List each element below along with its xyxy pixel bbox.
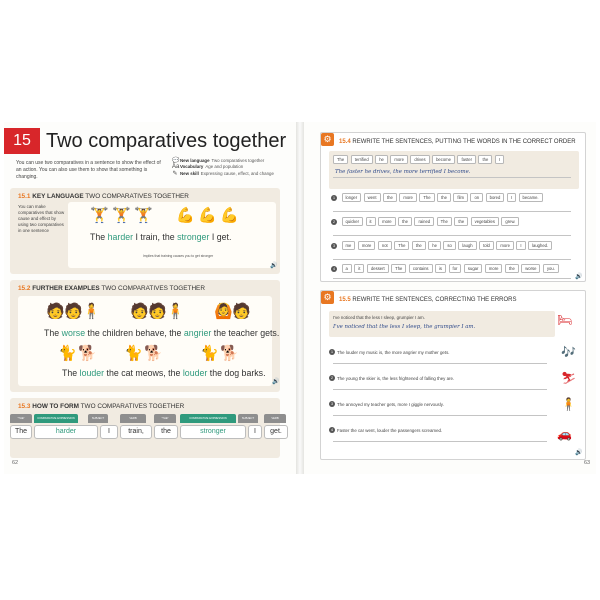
- word-tile: told: [479, 241, 494, 250]
- exercise-heading: 15.4 REWRITE THE SENTENCES, PUTTING THE WORDS IN THE CORRECT ORDER: [339, 139, 576, 145]
- audio-speaker-icon[interactable]: 🔊: [270, 263, 278, 269]
- answer-input-line[interactable]: [333, 389, 547, 390]
- weightlifter-figure-icon: 🏋: [90, 207, 109, 224]
- word-tile: for: [449, 264, 462, 273]
- exercise-gear-icon: ⚙: [321, 133, 334, 146]
- word-tile: The: [394, 241, 409, 250]
- unit-intro: You can use two comparatives in a sentence to show the effect of an action. You can also use them to show that something is changing.: [16, 160, 161, 180]
- item-number: 2: [333, 219, 335, 224]
- teacher-figure-icon: 🙆: [214, 303, 233, 320]
- word-tile: contains: [409, 264, 433, 273]
- word-tile: the: [454, 217, 468, 226]
- section-further-examples: [10, 280, 280, 392]
- item-text: The annoyed my teacher gets, more I giggle nervously.: [337, 401, 444, 407]
- word-tile: grew.: [501, 217, 519, 226]
- word-tile: so: [443, 241, 455, 250]
- exercise-heading: 15.5 REWRITE THE SENTENCES, CORRECTING THE ERRORS: [339, 297, 517, 303]
- word-tile: The: [391, 264, 406, 273]
- example-sentence: The harder I train, the stronger I get.: [90, 232, 232, 242]
- word-tile: more: [485, 264, 503, 273]
- item-number: 2: [331, 376, 333, 380]
- exercise-item: [331, 241, 552, 250]
- audio-speaker-icon[interactable]: 🔊: [575, 450, 583, 456]
- word-tile: more: [358, 241, 376, 250]
- book-spread: [4, 122, 596, 474]
- word-tile: quicker: [342, 217, 364, 226]
- example-sentence: The louder the cat meows, the louder the dog barks.: [62, 368, 266, 378]
- word-tile: dessert: [367, 264, 389, 273]
- example-sentence: The worse the children behave, the angrier the teacher gets.: [44, 328, 280, 338]
- item-text: The young the skier is, the less frightened of falling they are.: [337, 375, 455, 381]
- sample-answer: The faster he drives, the more terrified I become.: [335, 169, 471, 175]
- dog-icon: 🐕: [144, 345, 163, 362]
- word-tile: faster: [457, 155, 475, 164]
- sample-sentence: I've noticed that the less I sleep, grumpier I am.: [333, 315, 425, 320]
- exercise-correct-errors: [320, 290, 586, 460]
- weightlifter-figure-icon: 🏋: [112, 207, 131, 224]
- formula-header: COMPARATIVE EXPRESSION: [34, 414, 78, 423]
- dog-icon: 🐕: [220, 345, 239, 362]
- section-description: You can make comparatives that show cause and effect by using two comparatives in one sentence: [18, 204, 65, 233]
- word-tile: more: [496, 241, 514, 250]
- formula-tile: The: [10, 425, 32, 439]
- page-number: 63: [584, 460, 591, 466]
- exercise-gear-icon: ⚙: [321, 291, 334, 304]
- teacher-figure-icon: 🧍: [82, 303, 101, 320]
- formula-header: "THE": [10, 414, 32, 423]
- word-tile: it: [366, 217, 376, 226]
- word-tile: is: [435, 264, 446, 273]
- student-desk-icon: 🧑: [46, 303, 65, 320]
- dog-icon: 🐕: [78, 345, 97, 362]
- item-number: 3: [333, 243, 335, 248]
- word-tile: the: [478, 155, 492, 164]
- exercise-item: [329, 375, 454, 381]
- unit-title: Two comparatives together: [46, 130, 287, 152]
- word-tile: became.: [519, 193, 543, 202]
- word-tile: not: [378, 241, 392, 250]
- item-number: 3: [331, 402, 333, 406]
- word-tile: The: [437, 217, 452, 226]
- section-key-language: [10, 188, 280, 274]
- formula-header: "THE": [154, 414, 176, 423]
- left-page: [4, 122, 296, 474]
- student-desk-icon: 🧑: [232, 303, 251, 320]
- formula-header: COMPARATIVE EXPRESSION: [180, 414, 236, 423]
- word-tile: the: [398, 217, 412, 226]
- answer-input-line[interactable]: [333, 211, 571, 212]
- item-number: 4: [331, 428, 333, 432]
- strong-figure-icon: 💪: [220, 207, 239, 224]
- student-desk-icon: 🧑: [130, 303, 149, 320]
- page-number: 62: [12, 460, 19, 466]
- book-gutter: [296, 122, 304, 474]
- formula-tile: train,: [120, 425, 152, 439]
- item-text: The louder my music is, the more angrier my mother gets.: [337, 349, 450, 355]
- answer-input-line[interactable]: [333, 278, 571, 279]
- item-number: 1: [333, 195, 335, 200]
- exercise-item: [329, 401, 444, 407]
- word-tile: you.: [543, 264, 559, 273]
- word-tile: the: [437, 193, 451, 202]
- section-heading: 15.3 HOW TO FORM TWO COMPARATIVES TOGETHER: [18, 403, 185, 410]
- formula-tile: I: [100, 425, 118, 439]
- word-tile: me: [342, 241, 356, 250]
- section-heading: 15.1 KEY LANGUAGE TWO COMPARATIVES TOGETHER: [18, 193, 189, 200]
- answer-input-line[interactable]: [333, 259, 571, 260]
- item-number: 4: [333, 266, 335, 271]
- formula-tile: harder: [34, 425, 98, 439]
- example-panel: [18, 296, 280, 386]
- exercise-item: [331, 193, 543, 202]
- formula-tile: get.: [264, 425, 288, 439]
- teacher-figure-icon: 🧍: [561, 397, 576, 411]
- audio-speaker-icon[interactable]: 🔊: [272, 379, 280, 385]
- word-tile: went: [364, 193, 381, 202]
- answer-input-line[interactable]: [333, 441, 547, 442]
- strong-figure-icon: 💪: [198, 207, 217, 224]
- word-tile: the: [412, 241, 426, 250]
- formula-header: VERB: [120, 414, 146, 423]
- word-tile: more: [399, 193, 417, 202]
- word-tile: The: [419, 193, 434, 202]
- word-tile: worse: [521, 264, 540, 273]
- word-tile: laughed.: [528, 241, 552, 250]
- skier-icon: ⛷: [561, 371, 577, 385]
- exercise-word-order: [320, 132, 586, 282]
- teacher-figure-icon: 🧍: [166, 303, 185, 320]
- sample-word-row: [333, 155, 504, 164]
- word-tile: film: [453, 193, 468, 202]
- vocabulary-icon: Aa: [172, 164, 180, 171]
- word-tile: I: [516, 241, 525, 250]
- unit-number: 15: [4, 128, 40, 154]
- word-tile: vegetables: [471, 217, 499, 226]
- word-tile: laugh: [458, 241, 476, 250]
- skill-icon: ✎: [172, 170, 178, 177]
- section-heading: 15.2 FURTHER EXAMPLES TWO COMPARATIVES TOGETHER: [18, 285, 205, 292]
- word-tile: longer: [342, 193, 362, 202]
- exercise-item: [329, 349, 450, 355]
- word-tile: sugar: [464, 264, 482, 273]
- example-note: Implies that training causes you to get stronger: [142, 254, 214, 258]
- word-tile: rained: [414, 217, 434, 226]
- exercise-item: [331, 217, 519, 226]
- exercise-item: [331, 264, 559, 273]
- formula-header: VERB: [264, 414, 286, 423]
- word-tile: I: [495, 155, 504, 164]
- item-text: Faster the car went, louder the passengers screamed.: [337, 427, 443, 433]
- word-tile: drives: [410, 155, 429, 164]
- word-tile: become: [432, 155, 455, 164]
- word-tile: I: [507, 193, 516, 202]
- formula-header: SUBJECT: [238, 414, 258, 423]
- example-panel: [68, 202, 276, 268]
- item-number: 1: [331, 350, 333, 354]
- word-tile: more: [378, 217, 396, 226]
- music-figure-icon: 🎶: [561, 345, 576, 359]
- formula-header: SUBJECT: [88, 414, 108, 423]
- word-tile: the: [505, 264, 519, 273]
- word-tile: the: [383, 193, 397, 202]
- cat-icon: 🐈: [58, 345, 77, 362]
- word-tile: he: [428, 241, 441, 250]
- word-tile: The: [333, 155, 348, 164]
- formula-tile: the: [154, 425, 178, 439]
- audio-speaker-icon[interactable]: 🔊: [575, 274, 583, 280]
- answer-input-line[interactable]: [333, 415, 547, 416]
- formula-tile: stronger: [180, 425, 246, 439]
- sample-answer: I've noticed that the less I sleep, the grumpier I am.: [333, 324, 476, 330]
- speech-bubble-icon: 💬: [172, 158, 180, 164]
- student-desk-icon: 🧑: [148, 303, 167, 320]
- exercise-item: [329, 427, 442, 433]
- right-page: [304, 122, 596, 474]
- strong-figure-icon: 💪: [176, 207, 195, 224]
- bed-illustration-icon: 🛏: [557, 313, 573, 327]
- student-desk-icon: 🧑: [64, 303, 83, 320]
- word-tile: terrified: [351, 155, 373, 164]
- formula-tile: I: [248, 425, 262, 439]
- word-tile: on: [470, 193, 483, 202]
- answer-line: [333, 177, 571, 178]
- answer-input-line[interactable]: [333, 235, 571, 236]
- word-tile: more: [390, 155, 408, 164]
- cat-icon: 🐈: [124, 345, 143, 362]
- weightlifter-figure-icon: 🏋: [134, 207, 153, 224]
- answer-input-line[interactable]: [333, 363, 547, 364]
- car-icon: 🚗: [557, 427, 572, 441]
- word-tile: he: [375, 155, 388, 164]
- word-tile: it: [354, 264, 364, 273]
- cat-icon: 🐈: [200, 345, 219, 362]
- word-tile: a: [342, 264, 352, 273]
- unit-meta: 💬 New language Two comparatives together Aa Vocabulary Age and population ✎ New skill Expressing cause, effect, and change: [172, 158, 274, 177]
- word-tile: bored: [486, 193, 505, 202]
